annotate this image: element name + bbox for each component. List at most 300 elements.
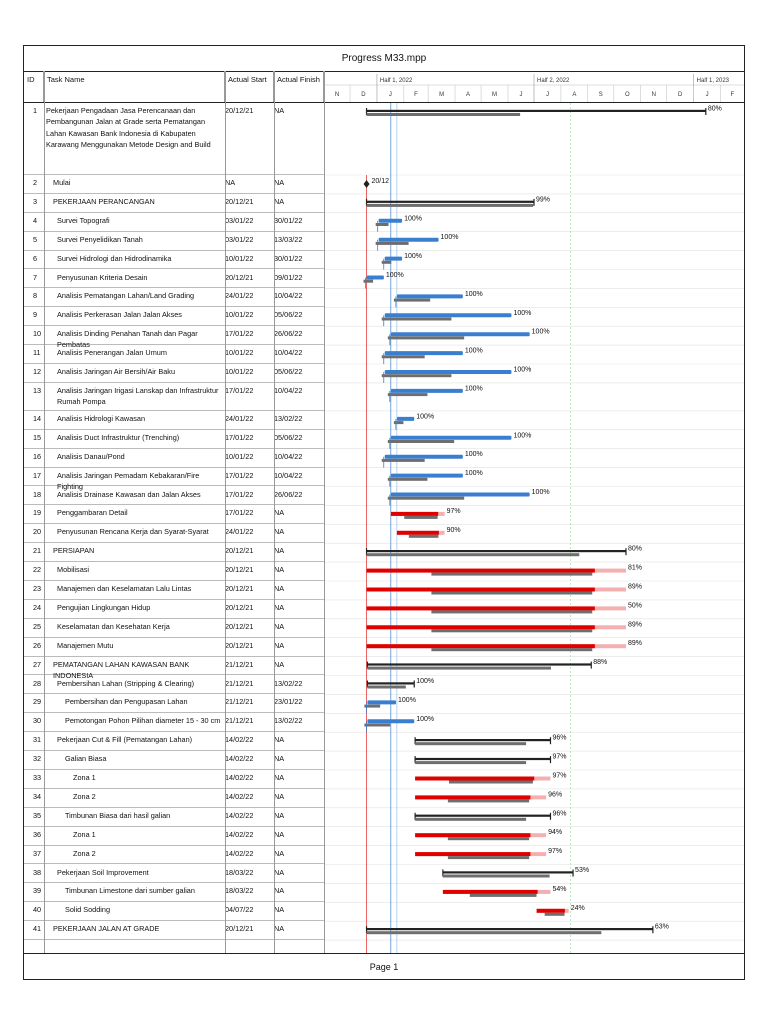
- task-name: Zona 1: [73, 829, 96, 839]
- summary-bar: [367, 682, 414, 684]
- baseline-bar: [367, 667, 551, 670]
- task-actual-start: 24/01/22: [225, 527, 254, 537]
- task-name: Keselamatan dan Kesehatan Kerja: [57, 621, 170, 631]
- task-actual-finish: NA: [274, 584, 285, 593]
- task-id: 5: [33, 234, 38, 244]
- task-actual-finish: 26/06/22: [274, 489, 303, 499]
- timescale-period-label: Half 1, 2023: [696, 78, 730, 84]
- table-row[interactable]: [24, 411, 324, 430]
- table-row[interactable]: [24, 713, 324, 732]
- percent-complete-label: 100%: [416, 678, 435, 685]
- task-actual-finish: NA: [274, 735, 285, 745]
- task-actual-start: 20/12/21: [225, 106, 254, 115]
- task-id: 23: [33, 584, 42, 593]
- task-id: 4: [33, 215, 38, 225]
- task-id: 37: [33, 848, 42, 858]
- percent-complete-label: 97%: [552, 772, 567, 780]
- task-bar: [385, 370, 512, 374]
- task-id: 13: [33, 385, 42, 395]
- late-task-bar: [415, 795, 530, 799]
- table-row[interactable]: [24, 364, 324, 383]
- task-actual-start: NA: [225, 178, 236, 187]
- task-actual-finish: 10/04/22: [274, 470, 303, 480]
- table-row[interactable]: [24, 251, 324, 270]
- percent-complete-label: 100%: [531, 489, 550, 496]
- percent-complete-label: 100%: [398, 696, 416, 704]
- baseline-bar: [449, 781, 533, 784]
- baseline-bar: [382, 374, 452, 377]
- task-actual-start: 14/02/22: [225, 773, 254, 782]
- task-actual-start: 17/01/22: [225, 489, 254, 499]
- task-actual-finish: NA: [274, 810, 285, 820]
- task-actual-start: 17/01/22: [225, 329, 254, 339]
- task-actual-start: 14/02/22: [225, 754, 254, 764]
- task-actual-finish: NA: [274, 178, 285, 187]
- late-task-bar: [367, 625, 595, 629]
- task-id: 16: [33, 451, 42, 461]
- percent-complete-label: 97%: [446, 507, 461, 515]
- table-row[interactable]: [24, 213, 324, 232]
- table-row[interactable]: [24, 345, 324, 364]
- baseline-bar: [394, 421, 404, 424]
- percent-complete-label: 100%: [513, 432, 532, 440]
- baseline-bar: [431, 610, 592, 613]
- task-actual-finish: NA: [274, 527, 285, 537]
- task-id: 31: [33, 735, 42, 745]
- percent-complete-label: 81%: [627, 564, 642, 572]
- task-bar: [397, 294, 463, 298]
- task-actual-finish: 13/02/22: [274, 678, 303, 688]
- milestone-diamond: [364, 180, 370, 188]
- table-row[interactable]: [24, 232, 324, 251]
- table-row[interactable]: [24, 600, 324, 619]
- task-name: Pengujian Lingkungan Hidup: [57, 602, 151, 612]
- task-id: 7: [33, 272, 38, 282]
- task-actual-start: 20/12/21: [225, 640, 254, 650]
- task-actual-finish: 10/04/22: [274, 451, 303, 461]
- milestone-label: 20/12: [371, 178, 390, 185]
- table-row[interactable]: [24, 449, 324, 468]
- task-bar: [397, 417, 414, 421]
- baseline-bar: [545, 913, 565, 916]
- table-row[interactable]: [24, 865, 324, 884]
- baseline-bar: [367, 204, 534, 207]
- table-row[interactable]: [24, 827, 324, 846]
- table-row[interactable]: [24, 505, 324, 524]
- table-row[interactable]: [24, 770, 324, 789]
- task-actual-finish: NA: [274, 659, 285, 669]
- table-row[interactable]: [24, 103, 324, 175]
- table-row[interactable]: [24, 270, 324, 289]
- task-actual-finish: 26/06/22: [274, 329, 303, 339]
- task-actual-start: 14/02/22: [225, 829, 254, 839]
- task-name: Pekerjaan Pengadaan Jasa Perencanaan dan Pembangunan Jalan at Grade serta Pematangan Lahan Kawasan Bank Indonesia di Kabupaten Karawang Menggunakan Metode Design and Build: [46, 106, 211, 149]
- task-actual-start: 18/03/22: [225, 867, 254, 877]
- late-task-bar: [367, 588, 595, 592]
- percent-complete-label: 88%: [593, 659, 608, 667]
- task-name: Survei Penyelidikan Tanah: [57, 234, 143, 244]
- percent-complete-label: 100%: [513, 366, 532, 374]
- table-row[interactable]: [24, 487, 324, 506]
- header-actual-finish[interactable]: Actual Finish: [274, 71, 324, 102]
- timescale-month-label: O: [624, 92, 630, 98]
- late-task-bar: [367, 644, 595, 648]
- task-actual-start: 04/07/22: [225, 905, 254, 915]
- percent-complete-label: 80%: [627, 545, 642, 553]
- baseline-bar: [388, 440, 454, 443]
- task-bar: [391, 389, 463, 393]
- baseline-bar: [388, 393, 428, 396]
- task-id: 14: [33, 413, 42, 423]
- task-bar: [379, 238, 439, 242]
- task-actual-finish: NA: [274, 565, 285, 575]
- table-row[interactable]: [24, 326, 324, 350]
- header-actual-start[interactable]: Actual Start: [225, 71, 274, 102]
- task-actual-start: 10/01/22: [225, 348, 254, 358]
- task-name: Zona 2: [73, 848, 96, 858]
- baseline-bar: [388, 336, 464, 339]
- timescale-month-label: A: [466, 92, 471, 98]
- baseline-bar: [470, 894, 537, 897]
- table-row[interactable]: [24, 751, 324, 770]
- page-footer: Page 1: [24, 953, 744, 980]
- timescale-month-label: D: [361, 92, 366, 98]
- task-actual-finish: 05/06/22: [274, 310, 303, 320]
- task-id: 30: [33, 716, 42, 726]
- percent-complete-label: 89%: [627, 583, 642, 591]
- header-task-name[interactable]: Task Name: [44, 71, 225, 102]
- task-id: 15: [33, 432, 42, 442]
- table-row[interactable]: [24, 732, 324, 751]
- task-name: Manajemen Mutu: [57, 640, 114, 650]
- task-actual-start: 14/02/22: [225, 791, 254, 801]
- task-bar: [385, 351, 463, 355]
- task-name: Timbunan Limestone dari sumber galian: [65, 886, 195, 896]
- table-row[interactable]: [24, 694, 324, 713]
- late-task-bar: [443, 890, 538, 894]
- task-name: Penyusunan Rencana Kerja dan Syarat-Syarat: [57, 527, 209, 537]
- task-name: Pekerjaan Soil Improvement: [57, 867, 149, 877]
- task-actual-finish: 13/03/22: [274, 234, 303, 244]
- task-actual-finish: 10/04/22: [274, 385, 303, 395]
- table-row[interactable]: [24, 383, 324, 411]
- baseline-bar: [382, 459, 425, 462]
- task-actual-start: 20/12/21: [225, 196, 254, 206]
- table-row[interactable]: [24, 581, 324, 600]
- task-bar: [391, 332, 530, 336]
- task-actual-start: 03/01/22: [225, 234, 254, 244]
- percent-complete-label: 100%: [385, 272, 404, 279]
- percent-complete-label: 100%: [513, 309, 532, 317]
- baseline-bar: [364, 280, 374, 283]
- task-id: 32: [33, 754, 42, 764]
- table-row[interactable]: [24, 676, 324, 695]
- percent-complete-label: 96%: [552, 734, 567, 742]
- task-id: 2: [33, 178, 38, 187]
- table-row[interactable]: [24, 307, 324, 326]
- timescale-month-label: F: [730, 92, 735, 98]
- percent-complete-label: 100%: [416, 715, 435, 723]
- task-bar: [391, 474, 463, 478]
- task-actual-finish: NA: [274, 508, 285, 518]
- late-task-bar: [537, 909, 565, 913]
- header-id[interactable]: ID: [24, 71, 44, 102]
- task-name: Pekerjaan Cut & Fill (Pematangan Lahan): [57, 735, 193, 745]
- percent-complete-label: 100%: [464, 470, 483, 478]
- task-actual-start: 20/12/21: [225, 565, 254, 575]
- task-id: 33: [33, 773, 42, 782]
- table-row[interactable]: [24, 902, 324, 921]
- timescale-month-label: A: [572, 92, 577, 98]
- summary-bar: [415, 758, 550, 760]
- task-name: PEKERJAAN JALAN AT GRADE: [53, 924, 160, 934]
- task-id: 1: [33, 106, 38, 115]
- task-name: Penggambaran Detail: [57, 508, 128, 518]
- summary-bar: [415, 739, 550, 741]
- baseline-bar: [367, 113, 521, 116]
- task-actual-finish: NA: [274, 867, 285, 877]
- task-actual-finish: NA: [274, 848, 285, 858]
- summary-bar: [367, 550, 626, 552]
- percent-complete-label: 63%: [654, 923, 669, 931]
- column-divider: [225, 71, 226, 953]
- percent-complete-label: 94%: [548, 829, 563, 837]
- task-name: Mobilisasi: [57, 565, 90, 575]
- percent-complete-label: 100%: [464, 451, 483, 459]
- baseline-bar: [367, 686, 405, 689]
- task-actual-start: 24/01/22: [225, 413, 254, 423]
- task-actual-start: 20/12/21: [225, 272, 254, 282]
- timescale-period-label: Half 2, 2022: [537, 78, 570, 84]
- task-name: Pembersihan Lahan (Stripping & Clearing): [57, 678, 195, 688]
- task-id: 12: [33, 367, 42, 376]
- task-actual-start: 17/01/22: [225, 432, 254, 442]
- task-actual-start: 03/01/22: [225, 215, 254, 225]
- task-bar: [385, 313, 512, 317]
- task-id: 21: [33, 546, 42, 556]
- task-actual-finish: 23/01/22: [274, 697, 303, 707]
- task-actual-start: 10/01/22: [225, 367, 254, 376]
- task-name: PEKERJAAN PERANCANGAN: [53, 196, 155, 206]
- baseline-bar: [404, 516, 437, 519]
- task-name: Zona 1: [73, 773, 96, 782]
- percent-complete-label: 100%: [416, 413, 435, 421]
- percent-complete-label: 100%: [464, 290, 483, 298]
- task-actual-finish: NA: [274, 640, 285, 650]
- task-bar: [391, 436, 512, 440]
- late-task-bar: [391, 512, 438, 516]
- task-id: 25: [33, 621, 42, 631]
- task-actual-start: 21/12/21: [225, 697, 254, 707]
- task-actual-finish: 30/01/22: [274, 215, 303, 225]
- table-row[interactable]: [24, 430, 324, 449]
- table-row[interactable]: [24, 883, 324, 902]
- task-actual-finish: 05/06/22: [274, 367, 303, 376]
- task-actual-start: 14/02/22: [225, 848, 254, 858]
- task-actual-start: 21/12/21: [225, 678, 254, 688]
- task-name: PEMATANGAN LAHAN KAWASAN BANK INDONESIA: [53, 659, 190, 680]
- task-actual-finish: 10/04/22: [274, 291, 303, 301]
- task-name: Analisis Jaringan Pemadam Kebakaran/Fire Fighting: [57, 470, 200, 491]
- task-name: Manajemen dan Keselamatan Lalu Lintas: [57, 584, 192, 593]
- percent-complete-label: 100%: [531, 328, 550, 336]
- task-actual-start: 20/12/21: [225, 602, 254, 612]
- late-task-bar: [367, 606, 595, 610]
- percent-complete-label: 99%: [536, 196, 551, 204]
- table-row[interactable]: [24, 288, 324, 307]
- task-actual-start: 10/01/22: [225, 310, 254, 320]
- percent-complete-label: 100%: [404, 253, 423, 261]
- task-actual-finish: NA: [274, 905, 285, 915]
- task-actual-finish: NA: [274, 196, 285, 206]
- baseline-bar: [448, 799, 529, 802]
- task-id: 24: [33, 602, 42, 612]
- task-name: Analisis Jaringan Irigasi Lanskap dan Infrastruktur Rumah Pompa: [57, 385, 219, 407]
- summary-bar: [367, 663, 591, 665]
- table-row[interactable]: [24, 524, 324, 543]
- baseline-bar: [431, 592, 592, 595]
- timescale-month-label: N: [651, 92, 656, 98]
- task-actual-start: 10/01/22: [225, 451, 254, 461]
- baseline-bar: [431, 573, 592, 576]
- task-id: 6: [33, 253, 38, 263]
- task-name: Solid Sodding: [65, 905, 111, 915]
- task-id: 27: [33, 659, 42, 669]
- task-actual-start: 10/01/22: [225, 253, 254, 263]
- summary-bar: [443, 871, 573, 873]
- task-id: 28: [33, 678, 42, 688]
- column-divider: [274, 71, 275, 953]
- percent-complete-label: 53%: [575, 867, 590, 874]
- task-name: Zona 2: [73, 791, 96, 801]
- baseline-bar: [394, 299, 430, 302]
- task-actual-start: 14/02/22: [225, 810, 254, 820]
- baseline-bar: [367, 931, 602, 934]
- task-name: PERSIAPAN: [53, 546, 95, 556]
- task-actual-start: 20/12/21: [225, 584, 254, 593]
- task-id: 35: [33, 810, 42, 820]
- task-actual-finish: NA: [274, 621, 285, 631]
- baseline-bar: [415, 818, 526, 821]
- task-actual-finish: NA: [274, 773, 285, 782]
- percent-complete-label: 24%: [570, 904, 585, 912]
- timescale-month-label: J: [705, 92, 709, 98]
- task-name: Analisis Danau/Pond: [57, 451, 125, 461]
- task-id: 19: [33, 508, 42, 518]
- task-id: 40: [33, 905, 42, 915]
- task-id: 22: [33, 565, 42, 575]
- task-bar: [391, 493, 530, 497]
- late-task-bar: [415, 852, 530, 856]
- percent-complete-label: 100%: [440, 234, 459, 242]
- task-actual-start: 21/12/21: [225, 659, 254, 669]
- percent-complete-label: 80%: [707, 105, 722, 113]
- timescale-period-label: Half 1, 2022: [379, 78, 413, 84]
- percent-complete-label: 89%: [627, 621, 642, 629]
- table-row[interactable]: [24, 638, 324, 657]
- timescale-month-label: N: [334, 92, 340, 98]
- task-bar: [367, 700, 396, 704]
- task-actual-finish: 05/06/22: [274, 432, 303, 442]
- table-row[interactable]: [24, 846, 324, 865]
- table-row[interactable]: [24, 543, 324, 562]
- task-actual-start: 17/01/22: [225, 470, 254, 480]
- task-name: Pembersihan dan Pengupasan Lahan: [65, 697, 188, 707]
- timescale-month-label: F: [414, 92, 418, 98]
- column-divider: [324, 71, 325, 953]
- task-actual-finish: NA: [274, 546, 285, 556]
- table-row[interactable]: [24, 789, 324, 808]
- task-id: 3: [33, 196, 38, 206]
- late-task-bar: [397, 531, 439, 535]
- baseline-bar: [415, 742, 526, 745]
- table-row[interactable]: [24, 194, 324, 213]
- task-id: 10: [33, 329, 42, 339]
- summary-bar: [415, 815, 550, 817]
- task-id: 38: [33, 867, 42, 877]
- task-actual-start: 17/01/22: [225, 508, 254, 518]
- task-actual-finish: NA: [274, 924, 285, 934]
- gantt-svg: [324, 71, 744, 953]
- gantt-chart: [324, 71, 744, 953]
- task-bar: [385, 257, 402, 261]
- table-row[interactable]: [24, 619, 324, 638]
- summary-bar: [367, 110, 706, 112]
- percent-complete-label: 97%: [548, 848, 563, 856]
- task-name: Analisis Drainase Kawasan dan Jalan Akses: [57, 489, 201, 499]
- late-task-bar: [415, 833, 530, 837]
- task-actual-finish: NA: [274, 829, 285, 839]
- summary-bar: [367, 201, 534, 203]
- table-row[interactable]: [24, 921, 324, 940]
- percent-complete-label: 90%: [446, 526, 461, 534]
- task-actual-start: 20/12/21: [225, 924, 254, 934]
- task-actual-finish: NA: [274, 754, 285, 764]
- percent-complete-label: 96%: [552, 810, 567, 818]
- table-row[interactable]: [24, 468, 324, 491]
- timescale-month-label: J: [545, 92, 549, 98]
- task-actual-start: 18/03/22: [225, 886, 254, 896]
- task-id: 41: [33, 924, 42, 934]
- task-name: Timbunan Biasa dari hasil galian: [65, 810, 171, 820]
- task-actual-finish: 13/02/22: [274, 413, 303, 423]
- task-name: Analisis Perkerasan Jalan Jalan Akses: [57, 310, 182, 320]
- baseline-bar: [364, 724, 390, 727]
- baseline-bar: [367, 553, 580, 556]
- task-id: 26: [33, 640, 42, 650]
- table-row[interactable]: [24, 562, 324, 581]
- task-name: Analisis Duct Infrastruktur (Trenching): [57, 432, 180, 442]
- task-id: 11: [33, 348, 41, 358]
- task-actual-finish: NA: [274, 886, 285, 896]
- percent-complete-label: 96%: [548, 791, 563, 799]
- baseline-bar: [388, 478, 428, 481]
- percent-complete-label: 100%: [464, 385, 483, 393]
- summary-bar: [367, 928, 653, 930]
- table-row[interactable]: [24, 175, 324, 194]
- task-name: Penyusunan Kriteria Desain: [57, 272, 148, 282]
- table-row[interactable]: [24, 657, 324, 680]
- task-actual-start: 21/12/21: [225, 716, 254, 726]
- baseline-bar: [415, 761, 526, 764]
- table-row[interactable]: [24, 808, 324, 827]
- task-id: 9: [33, 310, 38, 320]
- task-actual-start: 24/01/22: [225, 291, 254, 301]
- task-actual-finish: 13/02/22: [274, 716, 303, 726]
- task-actual-start: 20/12/21: [225, 546, 254, 556]
- task-actual-start: 17/01/22: [225, 385, 254, 395]
- late-task-bar: [415, 777, 534, 781]
